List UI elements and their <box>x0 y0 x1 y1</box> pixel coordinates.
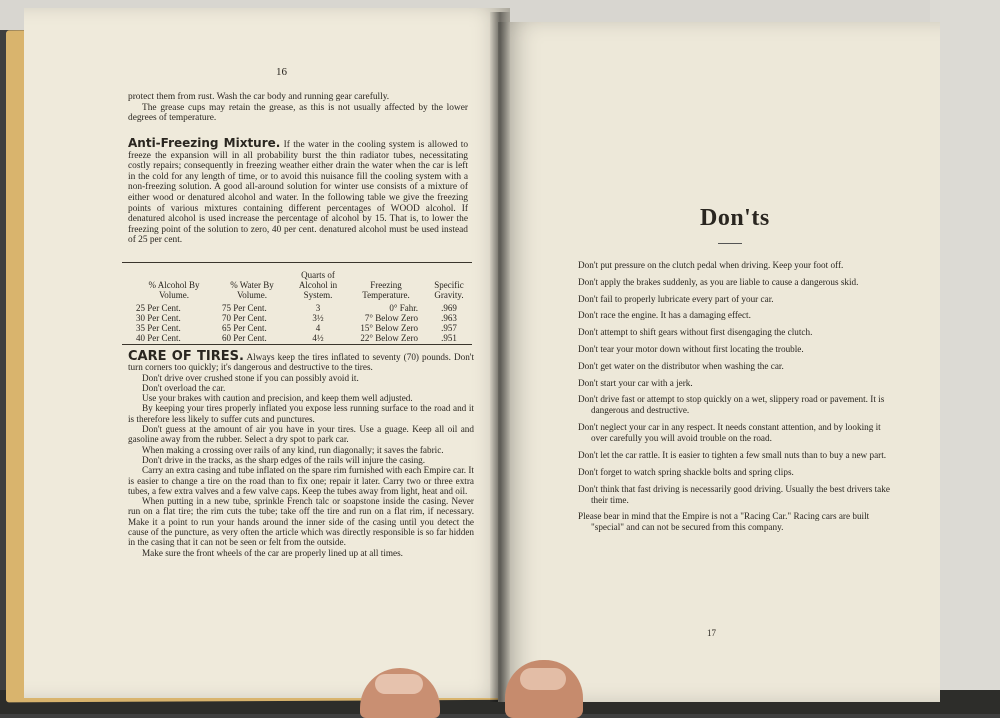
list-item: Don't get water on the distributor when washing the car. <box>578 360 784 371</box>
tires-paragraph: By keeping your tires properly inflated you expose less running surface to the road and it is therefore less likely to suffer cuts and punctures. <box>128 403 474 424</box>
antifreeze-section <box>128 138 468 246</box>
tires-paragraph: Don't overload the car. <box>142 382 226 393</box>
left-thumbnail <box>375 674 423 694</box>
table-header-row <box>136 270 480 303</box>
antifreeze-body: If the water in the cooling system is allowed to freeze the expansion will in all probability burst the thin radiator tubes, necessitating costly repairs; consequently in freezing weather either drain the water when the car is left in the cold for any length of time, or to avoid this nuisance fill the cooling system with a non-freezing solution. A good all-around solution for winter use consists of a mixture of either wood or denatured alcohol and water. In the following table we give the freezing points of various mixtures containing different percentages of WOOD alcohol. If denatured alcohol is used increase the percentage of alcohol by 15. That is, to lower the freezing point of the solution to zero, 40 per cent. denatured alcohol must be used instead of 25 per cent. <box>128 140 468 246</box>
list-item: Don't tear your motor down without first locating the trouble. <box>578 343 804 354</box>
tires-intro: Always keep the tires inflated to seventy (70) pounds. Don't turn corners too quickly; it's dangerous and destructive to the tires. <box>128 352 474 373</box>
list-item: Don't let the car rattle. It is easier to tighten a few small nuts than to buy a new part. <box>578 449 887 460</box>
table-cell: 60 Per Cent. <box>222 333 267 343</box>
table-row <box>136 333 480 343</box>
header-alcohol: % Alcohol By Volume. <box>148 280 200 300</box>
photo-background-right <box>930 0 1000 714</box>
list-item: Don't race the engine. It has a damaging effect. <box>578 310 751 321</box>
table-cell: 15° Below Zero <box>360 323 418 333</box>
table-cell: 22° Below Zero <box>360 333 418 343</box>
tires-paragraph: When making a crossing over rails of any kind, run diagonally; it saves the fabric. <box>142 444 444 455</box>
table-row <box>136 323 480 333</box>
donts-title: Don'ts <box>700 205 770 231</box>
table-row <box>136 313 480 323</box>
donts-list <box>578 260 894 539</box>
list-item: Don't think that fast driving is necessarily good driving. Usually the best drivers take their time. <box>578 483 890 505</box>
table-bottom-rule <box>122 344 472 345</box>
intro-line-2: The grease cups may retain the grease, as this is not usually affected by the lower degrees of temperature. <box>128 102 468 124</box>
list-item: Don't drive fast or attempt to stop quickly on a wet, slippery road or pavement. It is dangerous and destructive. <box>578 394 885 416</box>
list-item: Please bear in mind that the Empire is not a "Racing Car." Racing cars are built "special" and can not be secured from this company. <box>578 511 870 533</box>
tires-paragraph: Use your brakes with caution and precision, and keep them well adjusted. <box>142 393 413 404</box>
left-page-number: 16 <box>276 66 287 78</box>
list-item: Don't neglect your car in any respect. It needs constant attention, and by looking it over carefully you will avoid trouble on the road. <box>578 422 881 444</box>
table-cell: 65 Per Cent. <box>222 323 267 333</box>
title-rule <box>718 243 742 244</box>
table-cell: 30 Per Cent. <box>136 313 181 323</box>
tires-section <box>128 349 474 558</box>
header-gravity: Specific Gravity. <box>434 280 464 300</box>
table-cell: 75 Per Cent. <box>222 303 267 313</box>
list-item: Don't fail to properly lubricate every part of your car. <box>578 293 774 304</box>
tires-paragraph: Don't guess at the amount of air you have in your tires. Use a guage. Keep all oil and gasoline away from the rubber. Select a dry spot to park car. <box>128 424 474 445</box>
table-cell: 25 Per Cent. <box>136 303 181 313</box>
intro-text <box>128 92 468 124</box>
header-freezing: Freezing Temperature. <box>362 280 410 300</box>
table-cell: 4½ <box>312 333 324 343</box>
table-cell: .963 <box>441 313 457 323</box>
table-cell: 35 Per Cent. <box>136 323 181 333</box>
tires-paragraph: Don't drive over crushed stone if you can possibly avoid it. <box>142 372 359 383</box>
book-gutter <box>490 12 510 702</box>
table-cell: 40 Per Cent. <box>136 333 181 343</box>
table-cell: .969 <box>441 303 457 313</box>
right-thumbnail <box>520 668 566 690</box>
tires-paragraph: When putting in a new tube, sprinkle French talc or soapstone inside the casing. Never run on a flat tire; the rim cuts the tube; take off the tire and run on a flat rim, if necessary. Make it a point to run your hands around the inner side of the casing until you detect the cause of the puncture, as very often the article which was directly responsible is so far hidden in the casing that it can not be seen or felt from the outside. <box>128 496 474 548</box>
table-cell: 4 <box>315 323 321 333</box>
antifreeze-heading: Anti-Freezing Mixture. <box>128 136 281 150</box>
header-water: % Water By Volume. <box>230 280 274 300</box>
list-item: Don't attempt to shift gears without first disengaging the clutch. <box>578 327 813 338</box>
table-cell: 3 <box>315 303 321 313</box>
right-page-number: 17 <box>707 628 716 638</box>
tires-paragraph: Carry an extra casing and tube inflated on the spare rim furnished with each Empire car. It is easier to change a tire on the road than to fix one; repair it later. Carry two or three extra tubes, a few extra valves and a few valve caps. Keep the tubes away from light, heat and oil. <box>128 465 474 496</box>
table-row <box>136 303 480 313</box>
tires-paragraph: Make sure the front wheels of the car are properly lined up at all times. <box>142 547 403 558</box>
list-item: Don't start your car with a jerk. <box>578 377 693 388</box>
list-item: Don't apply the brakes suddenly, as you are liable to cause a dangerous skid. <box>578 276 859 287</box>
tires-heading: CARE OF TIRES. <box>128 349 244 364</box>
list-item: Don't put pressure on the clutch pedal when driving. Keep your foot off. <box>578 260 844 270</box>
table-cell: 3½ <box>312 313 324 323</box>
freezing-table <box>136 270 480 343</box>
tires-paragraph: Don't drive in the tracks, as the sharp edges of the rails will injure the casing. <box>142 454 426 465</box>
header-quarts: Quarts of Alcohol in System. <box>298 270 338 300</box>
table-cell: 70 Per Cent. <box>222 313 267 323</box>
table-cell: .957 <box>441 323 457 333</box>
table-cell: .951 <box>441 333 457 343</box>
table-cell: 0° Fahr. <box>389 303 418 313</box>
table-cell: 7° Below Zero <box>364 313 418 323</box>
table-top-rule <box>122 262 472 263</box>
intro-line-1: protect them from rust. Wash the car body and running gear carefully. <box>128 92 390 102</box>
list-item: Don't forget to watch spring shackle bolts and spring clips. <box>578 466 794 477</box>
